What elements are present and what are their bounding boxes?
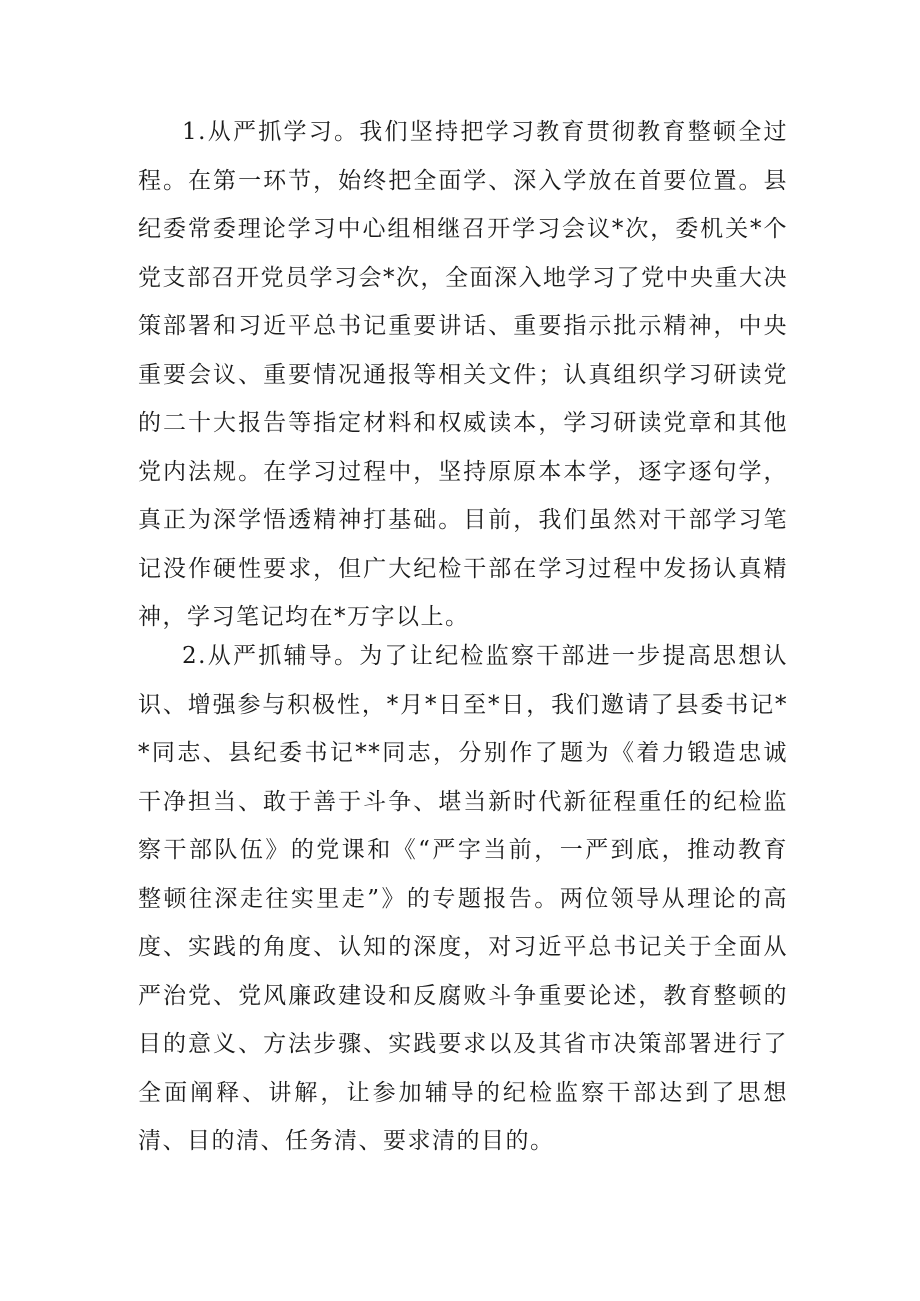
paragraph-study: 1.从严抓学习。我们坚持把学习教育贯彻教育整顿全过程。在第一环节，始终把全面学、深入学放在首要位置。县纪委常委理论学习中心组相继召开学习会议*次，委机关*个党支部召开党员学习会*次，全面深入地学习了党中央重大决策部署和习近平总书记重要讲话、重要指示批示精神，中央重要会议、重要情况通报等相关文件；认真组织学习研读党的二十大报告等指定材料和权威读本，学习研读党章和其他党内法规。在学习过程中，坚持原原本本学，逐字逐句学，真正为深学悟透精神打基础。目前，我们虽然对干部学习笔记没作硬性要求，但广大纪检干部在学习过程中发扬认真精神，学习笔记均在*万字以上。 [138, 119, 788, 630]
paragraph-guidance: 2.从严抓辅导。为了让纪检监察干部进一步提高思想认识、增强参与积极性，*月*日至*日，我们邀请了县委书记**同志、县纪委书记**同志，分别作了题为《着力锻造忠诚干净担当、敢于善于斗争、堪当新时代新征程重任的纪检监察干部队伍》的党课和《“严字当前，一严到底，推动教育整顿往深走往实里走”》的专题报告。两位领导从理论的高度、实践的角度、认知的深度，对习近平总书记关于全面从严治党、党风廉政建设和反腐败斗争重要论述，教育整顿的目的意义、方法步骤、实践要求以及其省市决策部署进行了全面阐释、讲解，让参加辅导的纪检监察干部达到了思想清、目的清、任务清、要求清的目的。 [138, 643, 788, 1154]
